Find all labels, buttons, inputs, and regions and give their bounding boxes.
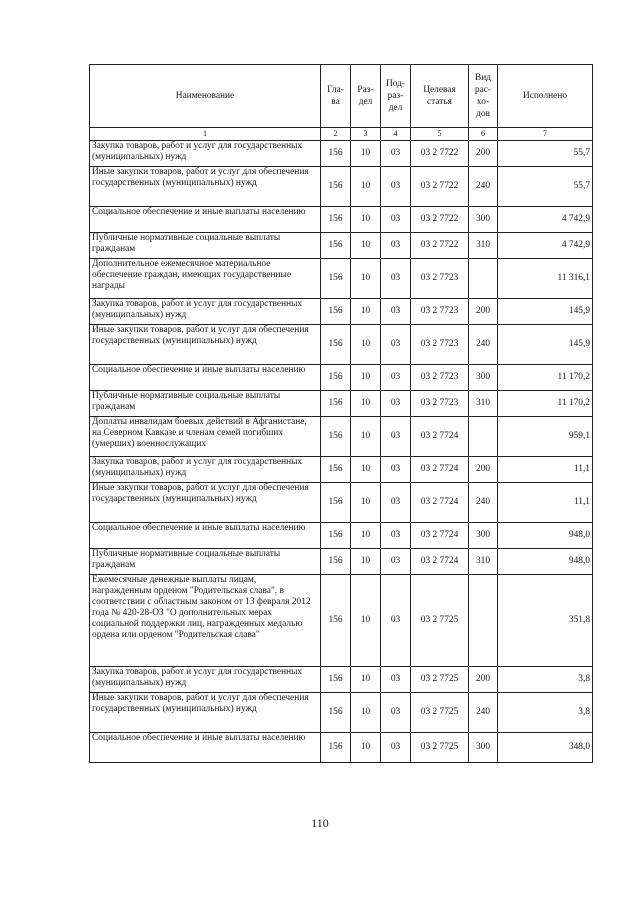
column-number: 3 [351, 128, 381, 141]
table-row [90, 365, 593, 391]
cell-glava: 156 [321, 391, 351, 417]
cell-podrazdel: 03 [381, 325, 411, 365]
header-row [90, 65, 593, 128]
header-done: Исполнено [498, 65, 593, 128]
cell-razdel: 10 [351, 299, 381, 325]
cell-done: 11,1 [498, 483, 593, 523]
header-target-text: Целевая статья [423, 85, 456, 107]
cell-podrazdel: 03 [381, 167, 411, 207]
column-number-row [90, 128, 593, 141]
cell-razdel: 10 [351, 693, 381, 733]
cell-name: Публичные нормативные социальные выплаты гражданам [90, 233, 321, 259]
cell-glava: 156 [321, 457, 351, 483]
cell-vid: 300 [469, 365, 498, 391]
cell-done: 351,8 [498, 575, 593, 667]
cell-target: 03 2 7722 [411, 207, 469, 233]
cell-name: Закупка товаров, работ и услуг для государственных (муниципальных) нужд [90, 141, 321, 167]
column-number: 6 [469, 128, 498, 141]
column-number: 1 [90, 128, 321, 141]
table-row [90, 483, 593, 523]
header-vid-text: Вид рас- хо- дов [474, 73, 492, 119]
cell-vid: 200 [469, 141, 498, 167]
cell-razdel: 10 [351, 167, 381, 207]
cell-target: 03 2 7723 [411, 325, 469, 365]
cell-razdel: 10 [351, 417, 381, 457]
column-number: 2 [321, 128, 351, 141]
cell-target: 03 2 7722 [411, 167, 469, 207]
header-podrazdel [381, 65, 411, 128]
cell-podrazdel: 03 [381, 483, 411, 523]
header-vid [469, 65, 498, 128]
table-row [90, 299, 593, 325]
cell-vid: 310 [469, 391, 498, 417]
cell-podrazdel: 03 [381, 141, 411, 167]
cell-name: Социальное обеспечение и иные выплаты населению [90, 365, 321, 391]
cell-done: 11 316,1 [498, 259, 593, 299]
cell-name: Иные закупки товаров, работ и услуг для обеспечения государственных (муниципальных) нужд [90, 693, 321, 733]
table-row [90, 575, 593, 667]
cell-glava: 156 [321, 167, 351, 207]
cell-target: 03 2 7725 [411, 667, 469, 693]
column-number: 7 [498, 128, 593, 141]
cell-target: 03 2 7722 [411, 233, 469, 259]
cell-podrazdel: 03 [381, 299, 411, 325]
cell-vid: 310 [469, 233, 498, 259]
budget-table [89, 64, 593, 763]
cell-glava: 156 [321, 259, 351, 299]
cell-podrazdel: 03 [381, 457, 411, 483]
cell-razdel: 10 [351, 207, 381, 233]
cell-name: Закупка товаров, работ и услуг для государственных (муниципальных) нужд [90, 667, 321, 693]
cell-vid [469, 417, 498, 457]
table-row [90, 457, 593, 483]
cell-name: Социальное обеспечение и иные выплаты населению [90, 523, 321, 549]
cell-razdel: 10 [351, 259, 381, 299]
table-row [90, 325, 593, 365]
table-row [90, 523, 593, 549]
cell-target: 03 2 7724 [411, 523, 469, 549]
cell-name: Социальное обеспечение и иные выплаты населению [90, 733, 321, 763]
cell-podrazdel: 03 [381, 417, 411, 457]
cell-name: Иные закупки товаров, работ и услуг для обеспечения государственных (муниципальных) нужд [90, 325, 321, 365]
header-glava [321, 65, 351, 128]
header-razdel [351, 65, 381, 128]
page-number: 110 [311, 816, 329, 830]
cell-vid [469, 575, 498, 667]
header-razdel-text: Раз- дел [357, 85, 374, 107]
cell-razdel: 10 [351, 733, 381, 763]
cell-target: 03 2 7724 [411, 483, 469, 523]
cell-glava: 156 [321, 575, 351, 667]
cell-vid: 300 [469, 733, 498, 763]
table-row [90, 733, 593, 763]
cell-done: 145,9 [498, 299, 593, 325]
table-row [90, 141, 593, 167]
cell-target: 03 2 7724 [411, 549, 469, 575]
cell-podrazdel: 03 [381, 575, 411, 667]
cell-name: Иные закупки товаров, работ и услуг для обеспечения государственных (муниципальных) нужд [90, 167, 321, 207]
cell-podrazdel: 03 [381, 693, 411, 733]
cell-target: 03 2 7723 [411, 365, 469, 391]
cell-razdel: 10 [351, 365, 381, 391]
cell-razdel: 10 [351, 233, 381, 259]
cell-glava: 156 [321, 693, 351, 733]
cell-done: 948,0 [498, 549, 593, 575]
cell-name: Доплаты инвалидам боевых действий в Афганистане, на Северном Кавказе и членам семей погибших (умерших) военнослужащих [90, 417, 321, 457]
cell-vid: 300 [469, 207, 498, 233]
cell-vid [469, 259, 498, 299]
cell-target: 03 2 7725 [411, 575, 469, 667]
cell-podrazdel: 03 [381, 365, 411, 391]
cell-done: 11 170,2 [498, 391, 593, 417]
cell-target: 03 2 7723 [411, 391, 469, 417]
cell-name: Дополнительное ежемесячное материальное обеспечение граждан, имеющих государственные награды [90, 259, 321, 299]
cell-vid: 200 [469, 667, 498, 693]
cell-podrazdel: 03 [381, 549, 411, 575]
table-body [90, 141, 593, 763]
cell-vid: 200 [469, 457, 498, 483]
cell-vid: 240 [469, 167, 498, 207]
cell-razdel: 10 [351, 523, 381, 549]
cell-razdel: 10 [351, 575, 381, 667]
cell-name: Ежемесячные денежные выплаты лицам, награжденным орденом "Родительская слава", в соответствии с областным законом от 13 февраля 2012 года № 420-28-ОЗ "О дополнительных мерах социальной поддержки лиц, награжденных медалью ордена или орденом "Родительская слава" [90, 575, 321, 667]
cell-vid: 240 [469, 325, 498, 365]
cell-done: 4 742,9 [498, 207, 593, 233]
cell-done: 348,0 [498, 733, 593, 763]
cell-glava: 156 [321, 207, 351, 233]
table-row [90, 259, 593, 299]
cell-podrazdel: 03 [381, 259, 411, 299]
cell-target: 03 2 7723 [411, 259, 469, 299]
cell-target: 03 2 7723 [411, 299, 469, 325]
cell-name: Закупка товаров, работ и услуг для государственных (муниципальных) нужд [90, 457, 321, 483]
cell-glava: 156 [321, 483, 351, 523]
table-row [90, 417, 593, 457]
cell-done: 11,1 [498, 457, 593, 483]
cell-podrazdel: 03 [381, 667, 411, 693]
cell-podrazdel: 03 [381, 233, 411, 259]
cell-razdel: 10 [351, 667, 381, 693]
cell-razdel: 10 [351, 549, 381, 575]
cell-glava: 156 [321, 365, 351, 391]
cell-vid: 240 [469, 693, 498, 733]
cell-razdel: 10 [351, 483, 381, 523]
cell-razdel: 10 [351, 457, 381, 483]
cell-vid: 240 [469, 483, 498, 523]
cell-done: 4 742,9 [498, 233, 593, 259]
cell-glava: 156 [321, 141, 351, 167]
table-row [90, 207, 593, 233]
cell-glava: 156 [321, 549, 351, 575]
cell-name: Публичные нормативные социальные выплаты гражданам [90, 391, 321, 417]
cell-podrazdel: 03 [381, 523, 411, 549]
cell-done: 948,0 [498, 523, 593, 549]
cell-target: 03 2 7722 [411, 141, 469, 167]
cell-podrazdel: 03 [381, 207, 411, 233]
header-target [411, 65, 469, 128]
cell-done: 3,8 [498, 667, 593, 693]
cell-glava: 156 [321, 667, 351, 693]
cell-done: 3,8 [498, 693, 593, 733]
cell-podrazdel: 03 [381, 391, 411, 417]
cell-podrazdel: 03 [381, 733, 411, 763]
cell-glava: 156 [321, 299, 351, 325]
cell-glava: 156 [321, 733, 351, 763]
cell-razdel: 10 [351, 325, 381, 365]
cell-razdel: 10 [351, 141, 381, 167]
header-name: Наименование [90, 65, 321, 128]
cell-target: 03 2 7725 [411, 733, 469, 763]
header-glava-text: Гла- ва [327, 85, 344, 107]
cell-name: Публичные нормативные социальные выплаты гражданам [90, 549, 321, 575]
table-row [90, 549, 593, 575]
cell-done: 959,1 [498, 417, 593, 457]
table-row [90, 667, 593, 693]
table-row [90, 167, 593, 207]
column-number: 5 [411, 128, 469, 141]
cell-razdel: 10 [351, 391, 381, 417]
cell-target: 03 2 7724 [411, 417, 469, 457]
cell-target: 03 2 7724 [411, 457, 469, 483]
cell-name: Закупка товаров, работ и услуг для государственных (муниципальных) нужд [90, 299, 321, 325]
cell-done: 11 170,2 [498, 365, 593, 391]
column-number: 4 [381, 128, 411, 141]
cell-vid: 310 [469, 549, 498, 575]
cell-vid: 200 [469, 299, 498, 325]
cell-name: Социальное обеспечение и иные выплаты населению [90, 207, 321, 233]
table-row [90, 693, 593, 733]
table-row [90, 233, 593, 259]
header-podrazdel-text: Под- раз- дел [385, 79, 406, 113]
cell-glava: 156 [321, 325, 351, 365]
cell-glava: 156 [321, 523, 351, 549]
cell-glava: 156 [321, 233, 351, 259]
cell-done: 55,7 [498, 167, 593, 207]
cell-target: 03 2 7725 [411, 693, 469, 733]
cell-done: 55,7 [498, 141, 593, 167]
cell-vid: 300 [469, 523, 498, 549]
cell-name: Иные закупки товаров, работ и услуг для обеспечения государственных (муниципальных) нужд [90, 483, 321, 523]
cell-glava: 156 [321, 417, 351, 457]
cell-done: 145,9 [498, 325, 593, 365]
table-row [90, 391, 593, 417]
